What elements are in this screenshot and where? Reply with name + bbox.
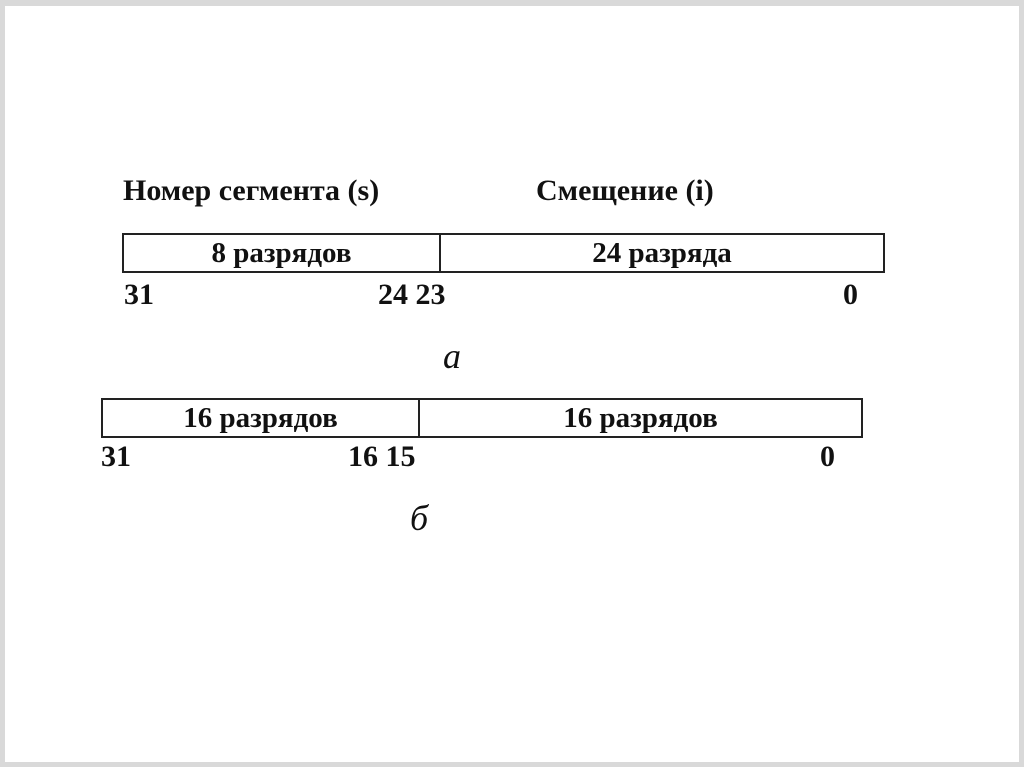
segment-field-b xyxy=(103,400,418,436)
bit-31-a: 31 xyxy=(124,278,154,311)
caption-a: а xyxy=(443,336,461,376)
segment-field-b-label: 16 разрядов xyxy=(183,401,338,434)
segment-field-a xyxy=(124,235,439,271)
offset-field-b xyxy=(418,400,861,436)
bit-31-b: 31 xyxy=(101,440,131,473)
bit-0-b: 0 xyxy=(820,440,835,473)
address-format-b xyxy=(101,398,863,438)
bit-16-15-b: 16 15 xyxy=(348,440,416,473)
bit-0-a: 0 xyxy=(843,278,858,311)
segment-number-header: Номер сегмента (s) xyxy=(123,174,380,207)
segment-field-a-label: 8 разрядов xyxy=(211,236,352,269)
caption-b: б xyxy=(410,498,429,538)
address-format-a xyxy=(122,233,885,273)
offset-field-a xyxy=(439,235,883,271)
offset-header: Смещение (i) xyxy=(536,174,714,207)
offset-field-b-label: 16 разрядов xyxy=(563,401,718,434)
slide xyxy=(5,6,1019,762)
bit-24-23-a: 24 23 xyxy=(378,278,446,311)
offset-field-a-label: 24 разряда xyxy=(592,236,732,269)
